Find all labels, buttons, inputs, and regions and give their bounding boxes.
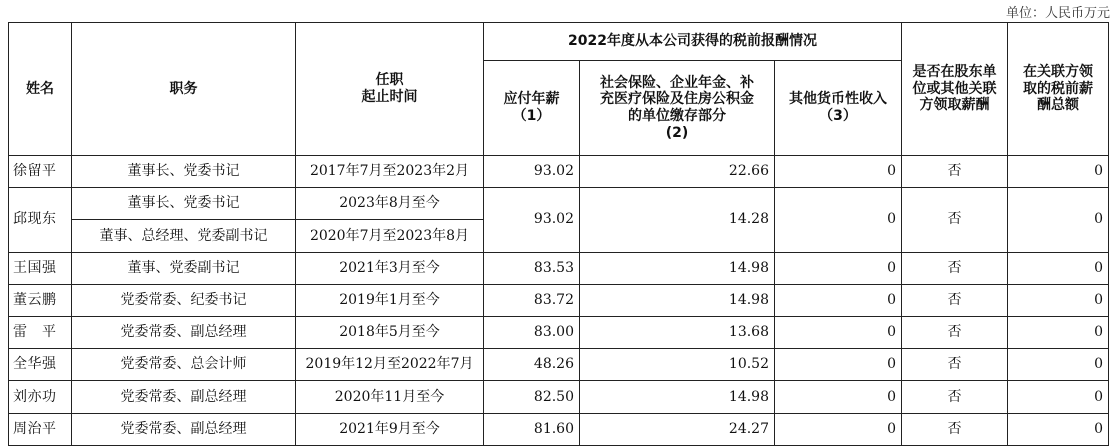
cell-salary: 48.26 <box>484 349 580 381</box>
header-related-line1: 是否在股东单 <box>912 63 997 80</box>
cell-other: 0 <box>775 413 902 445</box>
header-salary <box>484 61 580 156</box>
cell-social: 10.52 <box>580 349 775 381</box>
cell-other: 0 <box>775 155 902 187</box>
cell-salary: 83.72 <box>484 284 580 316</box>
header-social <box>580 61 775 156</box>
cell-name: 董云鹏 <box>9 284 72 316</box>
header-social-line3: 的单位缴存部分 <box>628 108 726 125</box>
cell-position: 董事长、党委书记 <box>72 188 296 220</box>
header-term-line1: 任职 <box>375 72 404 89</box>
cell-name: 王国强 <box>9 252 72 284</box>
cell-salary: 93.02 <box>484 188 580 252</box>
cell-name: 周治平 <box>9 413 72 445</box>
cell-related: 否 <box>902 284 1008 316</box>
cell-other: 0 <box>775 188 902 252</box>
cell-term: 2023年8月至今 <box>296 188 484 220</box>
compensation-table <box>8 22 1109 446</box>
cell-term: 2019年1月至今 <box>296 284 484 316</box>
cell-salary: 82.50 <box>484 381 580 413</box>
cell-name: 全华强 <box>9 349 72 381</box>
table-row <box>9 317 1109 349</box>
header-rel-total-line2: 取的税前薪 <box>1023 80 1094 97</box>
header-other-line2: （3） <box>819 108 857 125</box>
table-row <box>9 381 1109 413</box>
cell-related-total: 0 <box>1008 381 1109 413</box>
cell-position: 党委常委、纪委书记 <box>72 284 296 316</box>
cell-social: 22.66 <box>580 155 775 187</box>
header-other <box>775 61 902 156</box>
cell-position: 党委常委、副总经理 <box>72 381 296 413</box>
cell-related: 否 <box>902 413 1008 445</box>
cell-related: 否 <box>902 381 1008 413</box>
cell-social: 14.28 <box>580 188 775 252</box>
unit-label: 单位：人民币万元 <box>1005 6 1110 21</box>
header-social-line2: 充医疗保险及住房公积金 <box>600 91 754 108</box>
header-salary-line2: （1） <box>512 108 551 125</box>
cell-related-total: 0 <box>1008 252 1109 284</box>
cell-other: 0 <box>775 381 902 413</box>
cell-term: 2020年7月至2023年8月 <box>296 220 484 252</box>
header-related-line3: 方领取薪酬 <box>919 97 990 114</box>
cell-term: 2021年9月至今 <box>296 413 484 445</box>
table-row <box>9 349 1109 381</box>
header-social-line1: 社会保险、企业年金、补 <box>600 74 754 91</box>
cell-salary: 83.53 <box>484 252 580 284</box>
cell-related: 否 <box>902 317 1008 349</box>
table-row <box>9 188 1109 220</box>
cell-name: 徐留平 <box>9 155 72 187</box>
cell-related: 否 <box>902 349 1008 381</box>
header-other-line1: 其他货币性收入 <box>789 91 887 108</box>
cell-social: 13.68 <box>580 317 775 349</box>
cell-position: 党委常委、副总经理 <box>72 317 296 349</box>
cell-related-total: 0 <box>1008 317 1109 349</box>
cell-name: 邱现东 <box>9 188 72 252</box>
cell-name: 刘亦功 <box>9 381 72 413</box>
cell-other: 0 <box>775 317 902 349</box>
cell-other: 0 <box>775 252 902 284</box>
header-salary-line1: 应付年薪 <box>503 91 560 108</box>
cell-social: 14.98 <box>580 284 775 316</box>
cell-related-total: 0 <box>1008 413 1109 445</box>
table-row <box>9 284 1109 316</box>
header-term <box>296 23 484 156</box>
cell-related-total: 0 <box>1008 284 1109 316</box>
header-rel-total-line3: 酬总额 <box>1037 97 1080 114</box>
header-position: 职务 <box>72 23 296 156</box>
header-term-line2: 起止时间 <box>361 88 418 105</box>
cell-term: 2017年7月至2023年2月 <box>296 155 484 187</box>
cell-related-total: 0 <box>1008 349 1109 381</box>
header-related-total <box>1008 23 1109 156</box>
cell-related: 否 <box>902 252 1008 284</box>
cell-related-total: 0 <box>1008 155 1109 187</box>
table-row <box>9 413 1109 445</box>
cell-position: 党委常委、总会计师 <box>72 349 296 381</box>
header-social-line4: (2) <box>665 124 689 141</box>
cell-salary: 81.60 <box>484 413 580 445</box>
header-group: 2022年度从本公司获得的税前报酬情况 <box>484 23 902 61</box>
header-row-top <box>9 23 1109 61</box>
table-row <box>9 252 1109 284</box>
header-rel-total-line1: 在关联方领 <box>1023 63 1094 80</box>
cell-salary: 93.02 <box>484 155 580 187</box>
cell-term: 2019年12月至2022年7月 <box>296 349 484 381</box>
cell-position: 董事、党委副书记 <box>72 252 296 284</box>
cell-related: 否 <box>902 155 1008 187</box>
header-name: 姓名 <box>9 23 72 156</box>
cell-salary: 83.00 <box>484 317 580 349</box>
cell-other: 0 <box>775 284 902 316</box>
cell-related-total: 0 <box>1008 188 1109 252</box>
table-row <box>9 155 1109 187</box>
cell-term: 2021年3月至今 <box>296 252 484 284</box>
cell-related: 否 <box>902 188 1008 252</box>
cell-name: 雷 平 <box>9 317 72 349</box>
header-related <box>902 23 1008 156</box>
cell-term: 2018年5月至今 <box>296 317 484 349</box>
cell-social: 14.98 <box>580 381 775 413</box>
cell-position: 董事长、党委书记 <box>72 155 296 187</box>
cell-social: 24.27 <box>580 413 775 445</box>
cell-term: 2020年11月至今 <box>296 381 484 413</box>
header-related-line2: 位或其他关联 <box>912 80 997 97</box>
cell-social: 14.98 <box>580 252 775 284</box>
cell-position: 董事、总经理、党委副书记 <box>72 220 296 252</box>
cell-position: 党委常委、副总经理 <box>72 413 296 445</box>
cell-other: 0 <box>775 349 902 381</box>
